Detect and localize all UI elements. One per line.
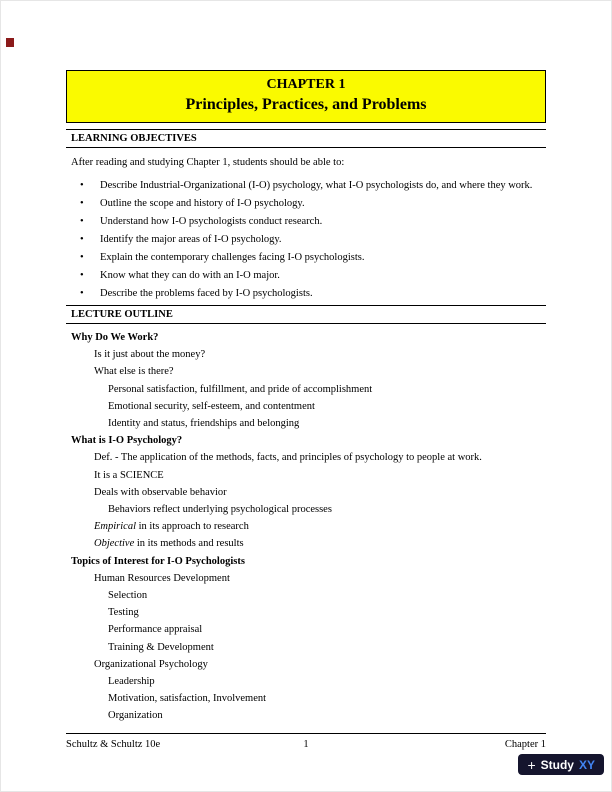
footer-page-number: 1 xyxy=(303,739,309,750)
brand-xy-text: XY xyxy=(578,757,595,772)
outline-item: Identity and status, friendships and belonging xyxy=(108,418,300,430)
objective-item xyxy=(66,213,546,231)
objective-item xyxy=(66,231,546,249)
outline-item: It is a SCIENCE xyxy=(94,469,164,481)
outline-item: Testing xyxy=(108,607,139,619)
outline-item: Motivation, satisfaction, Involvement xyxy=(108,693,267,705)
outline-item: Training & Development xyxy=(108,641,214,653)
plus-icon: + xyxy=(527,756,536,773)
chapter-title: Principles, Practices, and Problems xyxy=(185,96,427,113)
objective-item xyxy=(66,267,546,285)
outline-item: Organization xyxy=(108,710,163,722)
footer-divider xyxy=(66,733,546,734)
outline-item: What is I-O Psychology? xyxy=(71,435,183,447)
outline-item: Deals with observable behavior xyxy=(94,486,227,498)
objective-item xyxy=(66,177,546,195)
objective-text: Understand how I-O psychologists conduct research. xyxy=(100,216,323,227)
objective-item xyxy=(66,195,546,213)
objective-text: Explain the contemporary challenges facing I-O psychologists. xyxy=(100,252,365,263)
objective-text: Describe Industrial-Organizational (I-O) psychology, what I-O psychologists do, and where they work. xyxy=(100,180,533,191)
outline-item: Is it just about the money? xyxy=(94,349,206,361)
outline-item: What else is there? xyxy=(94,366,174,378)
bullet-icon: • xyxy=(80,270,84,281)
objective-text: Outline the scope and history of I-O psychology. xyxy=(100,198,305,209)
objectives-list xyxy=(66,177,546,303)
outline-item: Emotional security, self-esteem, and contentment xyxy=(108,400,315,412)
outline-item: Organizational Psychology xyxy=(94,658,208,670)
outline-item: Personal satisfaction, fulfillment, and pride of accomplishment xyxy=(108,383,373,395)
corner-mark xyxy=(6,38,14,47)
objectives-intro: After reading and studying Chapter 1, students should be able to: xyxy=(71,157,345,168)
footer-chapter: Chapter 1 xyxy=(504,739,546,750)
objective-item xyxy=(66,285,546,303)
outline-item: Topics of Interest for I-O Psychologists xyxy=(71,555,245,567)
bullet-icon: • xyxy=(80,180,84,191)
bullet-icon: • xyxy=(80,252,84,263)
chapter-number: CHAPTER 1 xyxy=(266,77,346,92)
outline-item: Leadership xyxy=(108,676,155,688)
objective-text: Describe the problems faced by I-O psychologists. xyxy=(100,288,313,299)
outline-item: Why Do We Work? xyxy=(71,332,159,343)
outline-item: Def. - The application of the methods, facts, and principles of psychology to people at work. xyxy=(94,452,482,464)
brand-study-text: Study xyxy=(540,757,574,772)
chapter-title-box xyxy=(66,70,546,123)
bullet-icon: • xyxy=(80,288,84,299)
outline-item: Objective in its methods and results xyxy=(94,538,244,550)
outline-item: Empirical in its approach to research xyxy=(94,521,249,533)
outline-list xyxy=(66,329,546,725)
objective-text: Identify the major areas of I-O psychology. xyxy=(100,234,282,245)
footer-authors: Schultz & Schultz 10e xyxy=(66,739,161,750)
outline-item: Human Resources Development xyxy=(94,572,230,584)
outline-italic-word: Empirical xyxy=(94,521,136,533)
studyxy-logo xyxy=(518,754,604,775)
objective-item xyxy=(66,249,546,267)
bullet-icon: • xyxy=(80,234,84,245)
bullet-icon: • xyxy=(80,216,84,227)
objective-text: Know what they can do with an I-O major. xyxy=(100,270,280,281)
bullet-icon: • xyxy=(80,198,84,209)
outline-italic-word: Objective xyxy=(94,538,135,550)
outline-item: Selection xyxy=(108,590,148,602)
page-content xyxy=(66,70,546,725)
learning-objectives-heading: LEARNING OBJECTIVES xyxy=(66,129,546,148)
outline-item: Performance appraisal xyxy=(108,624,203,636)
outline-item: Behaviors reflect underlying psychological processes xyxy=(108,504,332,516)
lecture-outline-heading: LECTURE OUTLINE xyxy=(66,305,546,324)
